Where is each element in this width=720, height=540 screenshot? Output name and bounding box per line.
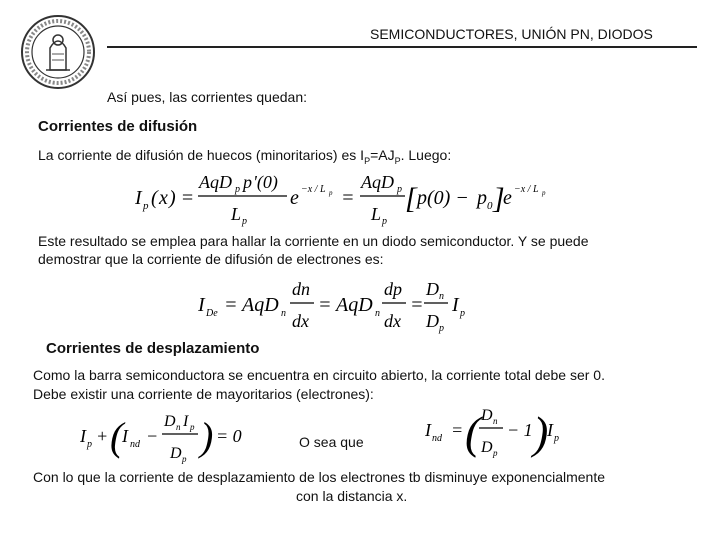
svg-text:I: I <box>425 420 431 440</box>
svg-text:nd: nd <box>130 439 140 450</box>
svg-text:De: De <box>206 308 218 319</box>
svg-text:p: p <box>143 200 149 212</box>
equation-electron-diffusion-current <box>198 275 478 342</box>
intro-text: Así pues, las corrientes quedan: <box>107 89 308 105</box>
svg-text:p: p <box>242 216 247 227</box>
svg-text:nd: nd <box>432 433 442 444</box>
equation-drift-current <box>425 402 565 469</box>
svg-text:p: p <box>243 172 252 192</box>
svg-text:p: p <box>235 184 240 195</box>
svg-text:+: + <box>96 426 109 446</box>
svg-text:]: ] <box>493 182 505 215</box>
svg-text:I: I <box>80 426 86 446</box>
svg-text:dx: dx <box>384 311 401 331</box>
svg-text:AqD: AqD <box>336 294 373 316</box>
page-title: SEMICONDUCTORES, UNIÓN PN, DIODOS <box>370 26 653 42</box>
header-divider <box>107 46 697 48</box>
svg-text:p: p <box>477 187 487 209</box>
svg-text:AqD: AqD <box>199 172 232 192</box>
svg-text:(0) −: (0) − <box>427 187 469 209</box>
svg-text:n: n <box>176 422 181 432</box>
svg-text:(: ( <box>110 414 124 459</box>
drift-heading: Corrientes de desplazamiento <box>46 340 260 357</box>
svg-text:e: e <box>290 187 299 209</box>
svg-text:p: p <box>382 216 387 227</box>
svg-text:AqD: AqD <box>361 172 394 192</box>
svg-text:e: e <box>503 187 512 209</box>
svg-text:): ) <box>200 414 214 459</box>
conclusion-text-line-1: Con lo que la corriente de desplazamiento de los electrones tb disminuye exponencialmente <box>33 469 606 485</box>
svg-text:I: I <box>135 187 142 209</box>
svg-text:=: = <box>341 187 355 209</box>
svg-text:AqD: AqD <box>242 294 279 316</box>
svg-text:n: n <box>281 308 286 319</box>
svg-text:p: p <box>542 189 546 197</box>
svg-text:=: = <box>318 294 332 316</box>
svg-text:I: I <box>122 426 128 446</box>
svg-text:−x / L: −x / L <box>301 184 326 195</box>
svg-text:p: p <box>190 422 195 432</box>
svg-text:I: I <box>183 413 189 430</box>
svg-text:0: 0 <box>487 200 493 212</box>
svg-text:n: n <box>439 291 444 302</box>
svg-text:dn: dn <box>292 279 310 299</box>
svg-text:I: I <box>452 294 459 316</box>
svg-text:) =: ) = <box>169 187 195 209</box>
svg-text:=: = <box>224 294 238 316</box>
svg-text:dx: dx <box>292 311 309 331</box>
conclusion-text-line-2: con la distancia x. <box>296 488 408 504</box>
svg-text:D: D <box>164 413 176 430</box>
svg-text:D: D <box>426 279 439 299</box>
svg-text:p: p <box>87 439 92 450</box>
svg-text:p: p <box>460 308 465 319</box>
svg-text:D: D <box>481 439 493 456</box>
svg-text:− 1: − 1 <box>507 420 533 440</box>
svg-text:=: = <box>451 420 464 440</box>
svg-text:−x / L: −x / L <box>514 184 539 195</box>
svg-text:p: p <box>417 187 427 209</box>
svg-text:−: − <box>146 426 159 446</box>
svg-text:=: = <box>410 294 424 316</box>
svg-text:n: n <box>493 416 498 426</box>
equation-hole-diffusion-current <box>135 168 555 235</box>
svg-text:'(0): '(0) <box>253 172 278 192</box>
svg-text:dp: dp <box>384 279 402 299</box>
svg-text:(: ( <box>465 407 481 458</box>
svg-text:n: n <box>375 308 380 319</box>
svg-text:I: I <box>547 420 553 440</box>
svg-text:p: p <box>397 184 402 195</box>
svg-text:= 0: = 0 <box>216 426 242 446</box>
svg-text:): ) <box>533 407 549 458</box>
svg-text:x: x <box>159 187 168 209</box>
result-text-line-1: Este resultado se emplea para hallar la corriente en un diodo semiconductor. Y se puede <box>38 233 589 249</box>
svg-text:p: p <box>554 433 559 444</box>
drift-text-line-2: Debe existir una corriente de mayoritarios (electrones): <box>33 386 374 402</box>
svg-text:D: D <box>426 311 439 331</box>
diffusion-heading: Corrientes de difusión <box>38 118 198 135</box>
svg-text:p: p <box>439 323 444 334</box>
svg-text:D: D <box>481 407 493 424</box>
svg-text:[: [ <box>405 182 417 215</box>
svg-text:L: L <box>231 204 242 224</box>
drift-text-line-1: Como la barra semiconductora se encuentra en circuito abierto, la corriente total debe ser 0. <box>33 367 605 383</box>
result-text-line-2: demostrar que la corriente de difusión de electrones es: <box>38 251 384 267</box>
equation-total-current-zero <box>80 406 250 473</box>
svg-text:(: ( <box>151 187 158 209</box>
svg-text:p: p <box>493 448 498 458</box>
o-sea-que-text: O sea que <box>299 434 364 450</box>
svg-text:I: I <box>198 294 205 316</box>
diffusion-text: La corriente de difusión de huecos (minoritarios) es $I_P=AJ_P$. Luego: <box>38 147 452 166</box>
svg-text:D: D <box>170 445 182 462</box>
svg-text:L: L <box>371 204 382 224</box>
svg-text:p: p <box>182 454 187 464</box>
svg-text:p: p <box>329 189 333 197</box>
university-seal-logo <box>20 14 96 90</box>
